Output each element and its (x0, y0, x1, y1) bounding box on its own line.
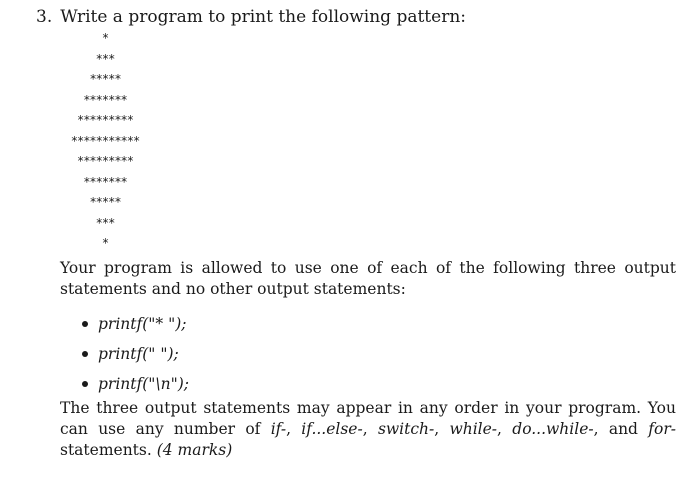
statement-text: printf("* "); (98, 315, 187, 333)
pattern-row: ******* (83, 174, 127, 189)
question-title: Write a program to print the following pattern: (60, 7, 467, 27)
output-statements-list (82, 312, 189, 402)
bullet-icon (82, 381, 88, 387)
pattern-row: ***** (89, 72, 121, 86)
star-pattern (56, 28, 154, 254)
keyword-while: while- (449, 420, 498, 438)
separator: , and (593, 420, 649, 438)
pattern-row: ******* (83, 92, 127, 107)
pattern-row: ***** (89, 195, 121, 209)
question-number: 3. (36, 7, 53, 27)
keyword-if: if- (270, 420, 287, 438)
separator: , (362, 420, 378, 438)
pattern-row: *** (95, 215, 115, 230)
bullet-icon (82, 351, 88, 357)
marks-label: (4 marks) (156, 441, 233, 459)
statement-text: printf(" "); (98, 345, 179, 363)
statement-text: printf("\n"); (98, 375, 190, 393)
pattern-row: ********* (76, 154, 134, 168)
rules-paragraph (60, 398, 676, 461)
rules-lead-text: The three output statements may appear in any order in your program. You can use any number of (60, 399, 676, 438)
separator: , (286, 420, 302, 438)
keyword-if-else: if...else- (301, 420, 363, 438)
question-heading (36, 6, 466, 28)
separator: , (497, 420, 513, 438)
pattern-row: * (101, 31, 109, 45)
separator: statements. (60, 441, 157, 459)
keyword-for: for- (648, 420, 676, 438)
pattern-row: *** (95, 51, 115, 66)
separator: , (434, 420, 450, 438)
list-item (82, 312, 189, 342)
instructions-paragraph: Your program is allowed to use one of each of the following three output statements and no other output statements: (60, 259, 676, 298)
pattern-row: *********** (70, 133, 140, 148)
bullet-icon (82, 321, 88, 327)
list-item (82, 342, 189, 372)
keyword-do-while: do...while- (512, 420, 594, 438)
pattern-row: ********* (76, 113, 134, 127)
pattern-row: * (101, 236, 109, 250)
keyword-switch: switch- (377, 420, 435, 438)
